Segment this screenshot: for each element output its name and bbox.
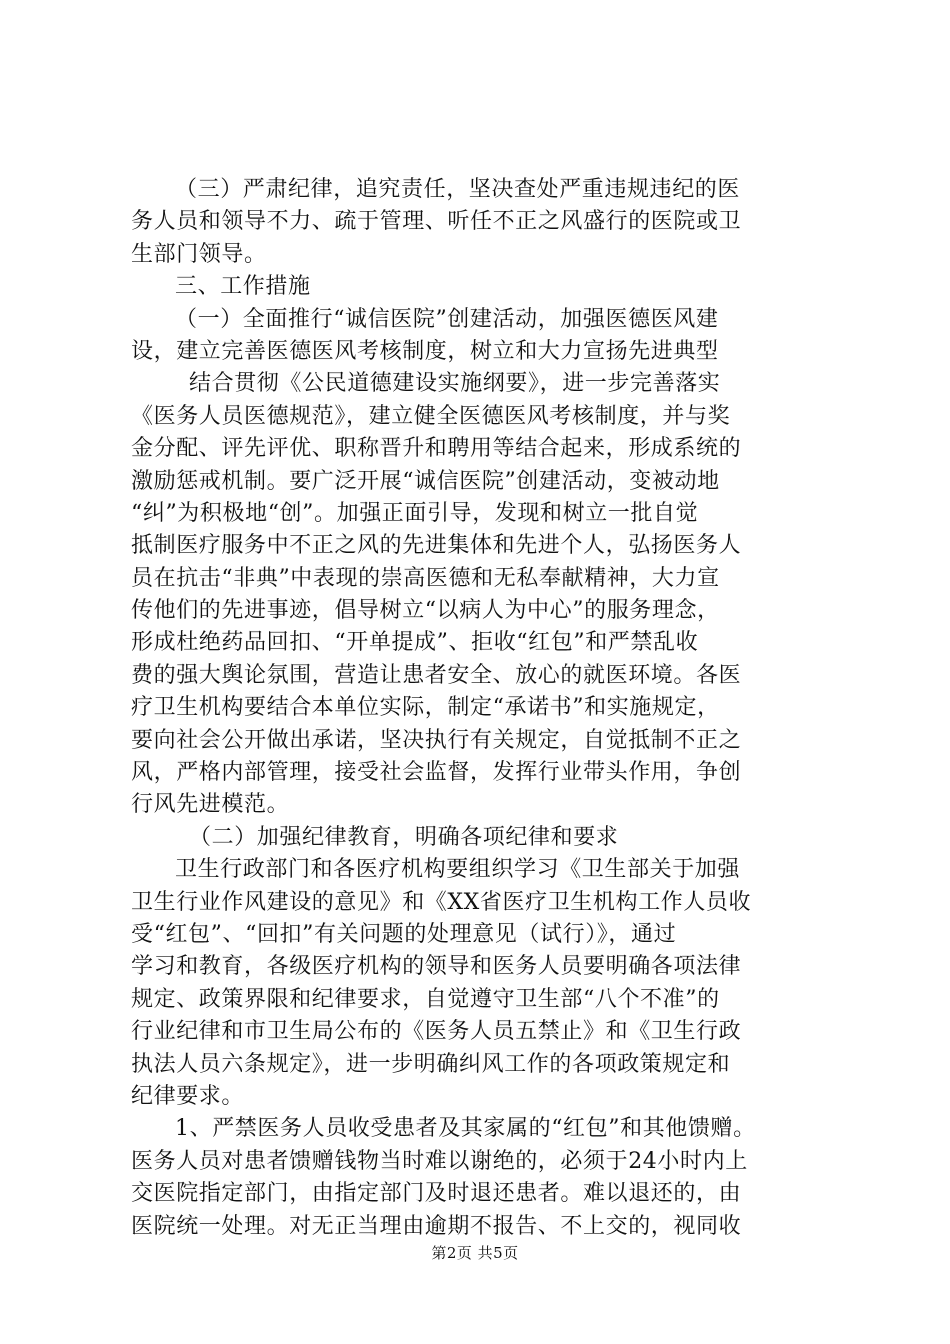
paragraph-line: 规定、政策界限和纪律要求，自觉遵守卫生部“八个不准”的 (131, 986, 720, 1012)
paragraph-line: 生部门领导。 (131, 241, 267, 267)
paragraph-line: 受“红包”、“回扣”有关问题的处理意见（试行）》，通过 (131, 921, 677, 947)
paragraph-line: （三）严肃纪律，追究责任，坚决查处严重违规违纪的医 (175, 177, 741, 202)
paragraph-line: 风，严格内部管理，接受社会监督，发挥行业带头作用，争创 (131, 760, 742, 786)
subsection-heading: （一）全面推行“诚信医院”创建活动，加强医德医风建 (175, 306, 719, 332)
document-body (131, 174, 831, 1243)
subsection-heading: 设，建立完善医德医风考核制度，树立和大力宣扬先进典型 (131, 338, 719, 364)
paragraph-line: 学习和教育，各级医疗机构的领导和医务人员要明确各项法律 (131, 954, 742, 980)
paragraph-line: 医务人员对患者馈赠钱物当时难以谢绝的，必须于24小时内上 (131, 1148, 748, 1174)
paragraph-line: 要向社会公开做出承诺，坚决执行有关规定，自觉抵制不正之 (131, 727, 742, 753)
paragraph-line: 激励惩戒机制。要广泛开展“诚信医院”创建活动，变被动地 (131, 468, 720, 494)
paragraph-line: 交医院指定部门，由指定部门及时退还患者。难以退还的，由 (131, 1181, 742, 1207)
paragraph-line: 行业纪律和市卫生局公布的《医务人员五禁止》和《卫生行政 (131, 1019, 742, 1045)
paragraph-line: 形成杜绝药品回扣、“开单提成”、拒收“红包”和严禁乱收 (131, 630, 699, 656)
paragraph-line: 执法人员六条规定》，进一步明确纠风工作的各项政策规定和 (131, 1051, 731, 1077)
paragraph-line: 抵制医疗服务中不正之风的先进集体和先进个人，弘扬医务人 (131, 533, 742, 559)
paragraph-line: 结合贯彻《公民道德建设实施纲要》，进一步完善落实 (189, 371, 721, 397)
paragraph-line: 卫生行政部门和各医疗机构要组织学习《卫生部关于加强 (175, 857, 741, 883)
paragraph-line: 费的强大舆论氛围，营造让患者安全、放心的就医环境。各医 (131, 662, 742, 688)
paragraph-line: 医院统一处理。对无正当理由逾期不报告、不上交的，视同收 (131, 1213, 742, 1239)
paragraph-line: 纪律要求。 (131, 1083, 245, 1109)
paragraph-line: 《医务人员医德规范》，建立健全医德医风考核制度，并与奖 (131, 403, 731, 429)
paragraph-line: 务人员和领导不力、疏于管理、听任不正之风盛行的医院或卫 (131, 209, 742, 235)
paragraph-line: 金分配、评先评优、职称晋升和聘用等结合起来，形成系统的 (131, 436, 742, 462)
paragraph-line: 传他们的先进事迹，倡导树立“以病人为中心”的服务理念， (131, 598, 720, 624)
section-heading: 三、工作措施 (175, 274, 311, 300)
paragraph-line: 疗卫生机构要结合本单位实际，制定“承诺书”和实施规定， (131, 695, 720, 721)
paragraph-line: 行风先进模范。 (131, 792, 290, 818)
list-item: 1、严禁医务人员收受患者及其家属的“红包”和其他馈赠。 (175, 1116, 756, 1142)
subsection-heading: （二）加强纪律教育，明确各项纪律和要求 (189, 824, 619, 850)
page-number-footer: 第2页 共5页 (431, 1244, 519, 1262)
paragraph-line: “纠”为积极地“创”。加强正面引导，发现和树立一批自觉 (131, 500, 699, 526)
paragraph-line: 员在抗击“非典”中表现的崇高医德和无私奉献精神，大力宣 (131, 565, 720, 591)
paragraph-line: 卫生行业作风建设的意见》和《XX省医疗卫生机构工作人员收 (131, 889, 752, 915)
